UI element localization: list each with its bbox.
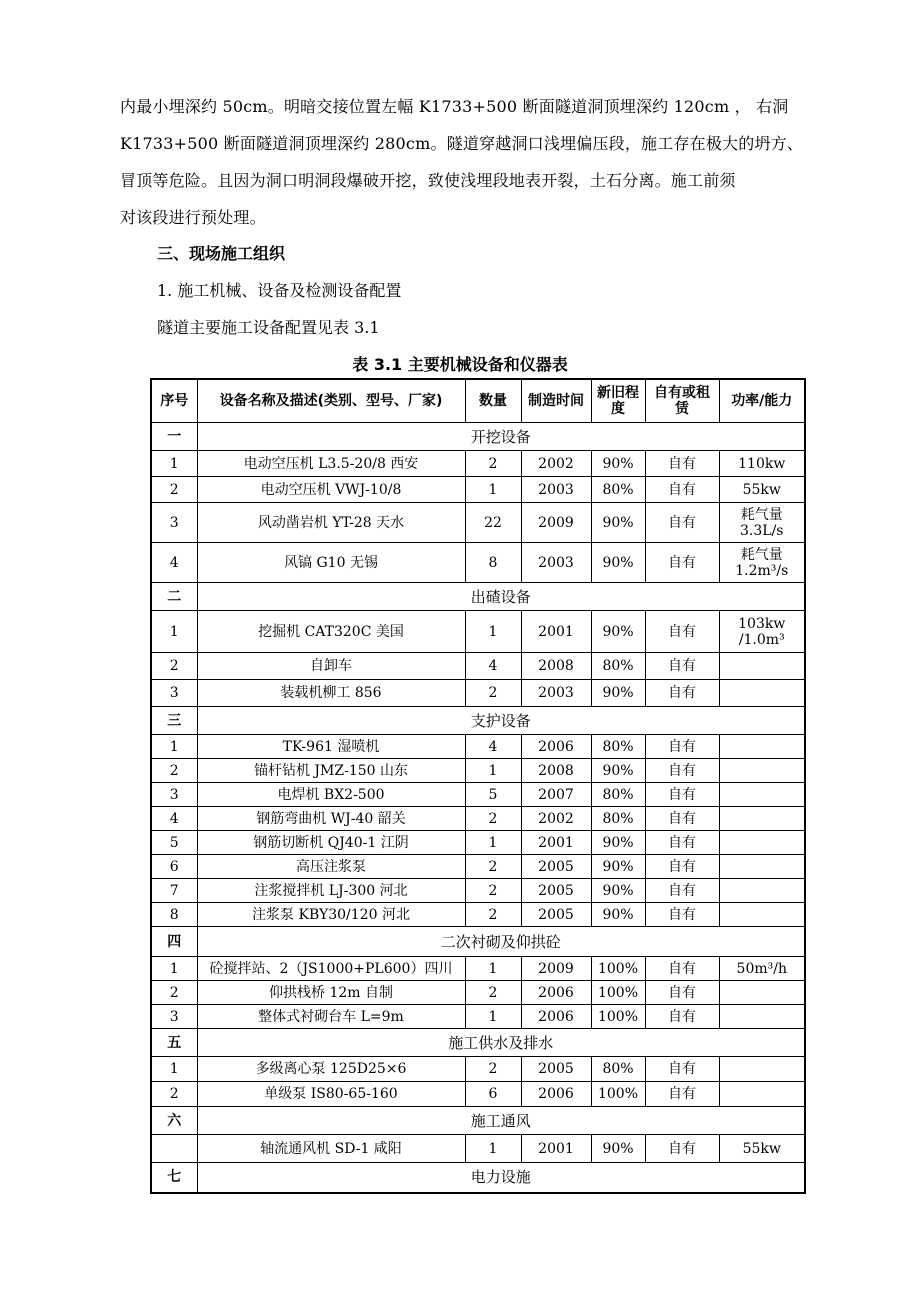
manufacture-year: 2003 [521,477,591,503]
section-number: 三 [151,707,197,735]
section-title: 电力设施 [197,1163,805,1193]
equipment-name: 砼搅拌站、2（JS1000+PL600）四川 [197,957,465,981]
row-number: 2 [151,981,197,1005]
quantity: 1 [465,831,521,855]
manufacture-year: 2008 [521,653,591,680]
ownership: 自有 [645,680,719,707]
condition: 90% [591,503,645,543]
table-row [151,653,805,680]
section-number: 五 [151,1029,197,1057]
manufacture-year: 2007 [521,783,591,807]
manufacture-year: 2002 [521,807,591,831]
ownership: 自有 [645,1135,719,1163]
power-capacity [719,855,805,879]
condition: 90% [591,879,645,903]
row-number: 1 [151,451,197,477]
power-capacity [719,831,805,855]
row-number: 5 [151,831,197,855]
manufacture-year: 2005 [521,1057,591,1082]
table-body [151,423,805,1193]
equipment-name: 单级泵 IS80-65-160 [197,1082,465,1107]
table-row [151,680,805,707]
condition: 80% [591,477,645,503]
table-row [151,735,805,759]
quantity: 2 [465,855,521,879]
power-capacity: 55kw [719,1135,805,1163]
ownership: 自有 [645,1082,719,1107]
condition: 90% [591,451,645,477]
equipment-name: 风镐 G10 无锡 [197,543,465,583]
quantity: 2 [465,807,521,831]
equipment-name: 钢筋弯曲机 WJ-40 韶关 [197,807,465,831]
section-row [151,707,805,735]
table-row [151,981,805,1005]
manufacture-year: 2009 [521,957,591,981]
table-row [151,1057,805,1082]
ownership: 自有 [645,543,719,583]
col-header: 新旧程度 [591,379,645,423]
ownership: 自有 [645,611,719,653]
table-row [151,807,805,831]
quantity: 1 [465,1005,521,1029]
power-capacity [719,1082,805,1107]
col-header: 制造时间 [521,379,591,423]
table-row [151,783,805,807]
table-row [151,1082,805,1107]
row-number: 8 [151,903,197,927]
table-row [151,759,805,783]
manufacture-year: 2001 [521,611,591,653]
manufacture-year: 2005 [521,879,591,903]
row-number: 2 [151,1082,197,1107]
ownership: 自有 [645,1005,719,1029]
ownership: 自有 [645,957,719,981]
row-number: 7 [151,879,197,903]
power-capacity [719,903,805,927]
section-title: 支护设备 [197,707,805,735]
col-header: 数量 [465,379,521,423]
ownership: 自有 [645,451,719,477]
condition: 80% [591,783,645,807]
power-capacity: 耗气量 1.2m³/s [719,543,805,583]
ownership: 自有 [645,783,719,807]
condition: 90% [591,543,645,583]
table-header-row [151,379,805,423]
quantity: 8 [465,543,521,583]
manufacture-year: 2005 [521,903,591,927]
section-row [151,1029,805,1057]
quantity: 5 [465,783,521,807]
ownership: 自有 [645,653,719,680]
ownership: 自有 [645,1057,719,1082]
equipment-name: TK-961 湿喷机 [197,735,465,759]
ownership: 自有 [645,831,719,855]
row-number: 4 [151,543,197,583]
table-row [151,903,805,927]
ownership: 自有 [645,903,719,927]
equipment-name: 多级离心泵 125D25×6 [197,1057,465,1082]
condition: 80% [591,1057,645,1082]
manufacture-year: 2006 [521,1005,591,1029]
section-row [151,927,805,957]
power-capacity [719,735,805,759]
quantity: 2 [465,879,521,903]
manufacture-year: 2008 [521,759,591,783]
condition: 100% [591,957,645,981]
table-caption: 表 3.1 主要机械设备和仪器表 [352,355,568,374]
quantity: 6 [465,1082,521,1107]
condition: 80% [591,653,645,680]
power-capacity: 50m³/h [719,957,805,981]
intro-line: 内最小埋深约 50cm。明暗交接位置左幅 K1733+500 断面隧道洞顶埋深约 120cm ， 右洞 [120,97,789,116]
section-row [151,583,805,611]
condition: 80% [591,807,645,831]
quantity: 2 [465,903,521,927]
equipment-name: 钢筋切断机 QJ40-1 江阴 [197,831,465,855]
power-capacity [719,981,805,1005]
manufacture-year: 2003 [521,680,591,707]
ownership: 自有 [645,735,719,759]
condition: 90% [591,831,645,855]
row-number: 1 [151,611,197,653]
condition: 90% [591,759,645,783]
table-row [151,477,805,503]
section-title: 出碴设备 [197,583,805,611]
quantity: 2 [465,1057,521,1082]
row-number: 1 [151,1057,197,1082]
power-capacity [719,680,805,707]
table-row [151,1135,805,1163]
row-number: 3 [151,1005,197,1029]
manufacture-year: 2001 [521,831,591,855]
col-header: 功率/能力 [719,379,805,423]
intro-paragraph [120,88,825,236]
quantity: 4 [465,735,521,759]
row-number: 4 [151,807,197,831]
equipment-name: 注浆搅拌机 LJ-300 河北 [197,879,465,903]
table-row [151,879,805,903]
power-capacity [719,783,805,807]
power-capacity [719,807,805,831]
power-capacity: 103kw /1.0m³ [719,611,805,653]
equipment-name: 挖掘机 CAT320C 美国 [197,611,465,653]
row-number: 2 [151,477,197,503]
col-header: 设备名称及描述(类别、型号、厂家) [197,379,465,423]
manufacture-year: 2002 [521,451,591,477]
table-row [151,503,805,543]
equipment-name: 注浆泵 KBY30/120 河北 [197,903,465,927]
ownership: 自有 [645,981,719,1005]
section-number: 六 [151,1107,197,1135]
power-capacity [719,1057,805,1082]
condition: 100% [591,1082,645,1107]
manufacture-year: 2006 [521,981,591,1005]
condition: 90% [591,611,645,653]
manufacture-year: 2001 [521,1135,591,1163]
col-header: 自有或租赁 [645,379,719,423]
ownership: 自有 [645,855,719,879]
manufacture-year: 2003 [521,543,591,583]
manufacture-year: 2006 [521,1082,591,1107]
table-row [151,855,805,879]
section-row [151,1107,805,1135]
equipment-name: 轴流通风机 SD-1 咸阳 [197,1135,465,1163]
equipment-name: 整体式衬砌台车 L=9m [197,1005,465,1029]
power-capacity [719,1005,805,1029]
quantity: 1 [465,477,521,503]
condition: 100% [591,1005,645,1029]
equipment-name: 电动空压机 L3.5-20/8 西安 [197,451,465,477]
section-number: 二 [151,583,197,611]
ownership: 自有 [645,807,719,831]
col-header: 序号 [151,379,197,423]
power-capacity [719,653,805,680]
equipment-name: 电焊机 BX2-500 [197,783,465,807]
quantity: 1 [465,957,521,981]
manufacture-year: 2006 [521,735,591,759]
section-row [151,1163,805,1193]
equipment-name: 装载机柳工 856 [197,680,465,707]
quantity: 2 [465,451,521,477]
quantity: 2 [465,680,521,707]
equipment-table [150,378,806,1194]
section-heading: 三、现场施工组织 [157,244,286,263]
equipment-name: 锚杆钻机 JMZ-150 山东 [197,759,465,783]
row-number: 2 [151,759,197,783]
ownership: 自有 [645,503,719,543]
ownership: 自有 [645,759,719,783]
equipment-name: 仰拱栈桥 12m 自制 [197,981,465,1005]
quantity: 1 [465,1135,521,1163]
condition: 90% [591,680,645,707]
row-number [151,1135,197,1163]
condition: 90% [591,1135,645,1163]
equipment-name: 高压注浆泵 [197,855,465,879]
power-capacity: 110kw [719,451,805,477]
row-number: 3 [151,503,197,543]
row-number: 1 [151,957,197,981]
section-title: 施工通风 [197,1107,805,1135]
condition: 80% [591,735,645,759]
table-reference: 隧道主要施工设备配置见表 3.1 [157,318,380,337]
condition: 90% [591,903,645,927]
power-capacity: 55kw [719,477,805,503]
row-number: 2 [151,653,197,680]
intro-line: 对该段进行预处理。 [120,208,266,227]
equipment-name: 风动凿岩机 YT-28 天水 [197,503,465,543]
section-title: 开挖设备 [197,423,805,451]
manufacture-year: 2005 [521,855,591,879]
condition: 100% [591,981,645,1005]
table-row [151,451,805,477]
quantity: 2 [465,981,521,1005]
row-number: 3 [151,783,197,807]
table-row [151,1005,805,1029]
quantity: 4 [465,653,521,680]
section-title: 施工供水及排水 [197,1029,805,1057]
power-capacity [719,759,805,783]
row-number: 6 [151,855,197,879]
subsection-heading: 1. 施工机械、设备及检测设备配置 [157,281,402,300]
section-row [151,423,805,451]
manufacture-year: 2009 [521,503,591,543]
ownership: 自有 [645,879,719,903]
row-number: 3 [151,680,197,707]
power-capacity [719,879,805,903]
condition: 90% [591,855,645,879]
quantity: 1 [465,611,521,653]
table-row [151,831,805,855]
ownership: 自有 [645,477,719,503]
intro-line: 冒顶等危险。且因为洞口明洞段爆破开挖，致使浅埋段地表开裂，土石分离。施工前须 [120,171,736,190]
section-number: 七 [151,1163,197,1193]
quantity: 22 [465,503,521,543]
power-capacity: 耗气量 3.3L/s [719,503,805,543]
section-number: 四 [151,927,197,957]
table-row [151,957,805,981]
equipment-name: 自卸车 [197,653,465,680]
table-row [151,543,805,583]
equipment-name: 电动空压机 VWJ-10/8 [197,477,465,503]
section-number: 一 [151,423,197,451]
section-title: 二次衬砌及仰拱砼 [197,927,805,957]
row-number: 1 [151,735,197,759]
table-row [151,611,805,653]
quantity: 1 [465,759,521,783]
intro-line: K1733+500 断面隧道洞顶埋深约 280cm。隧道穿越洞口浅埋偏压段，施工存在极大的坍方、 [120,134,804,153]
